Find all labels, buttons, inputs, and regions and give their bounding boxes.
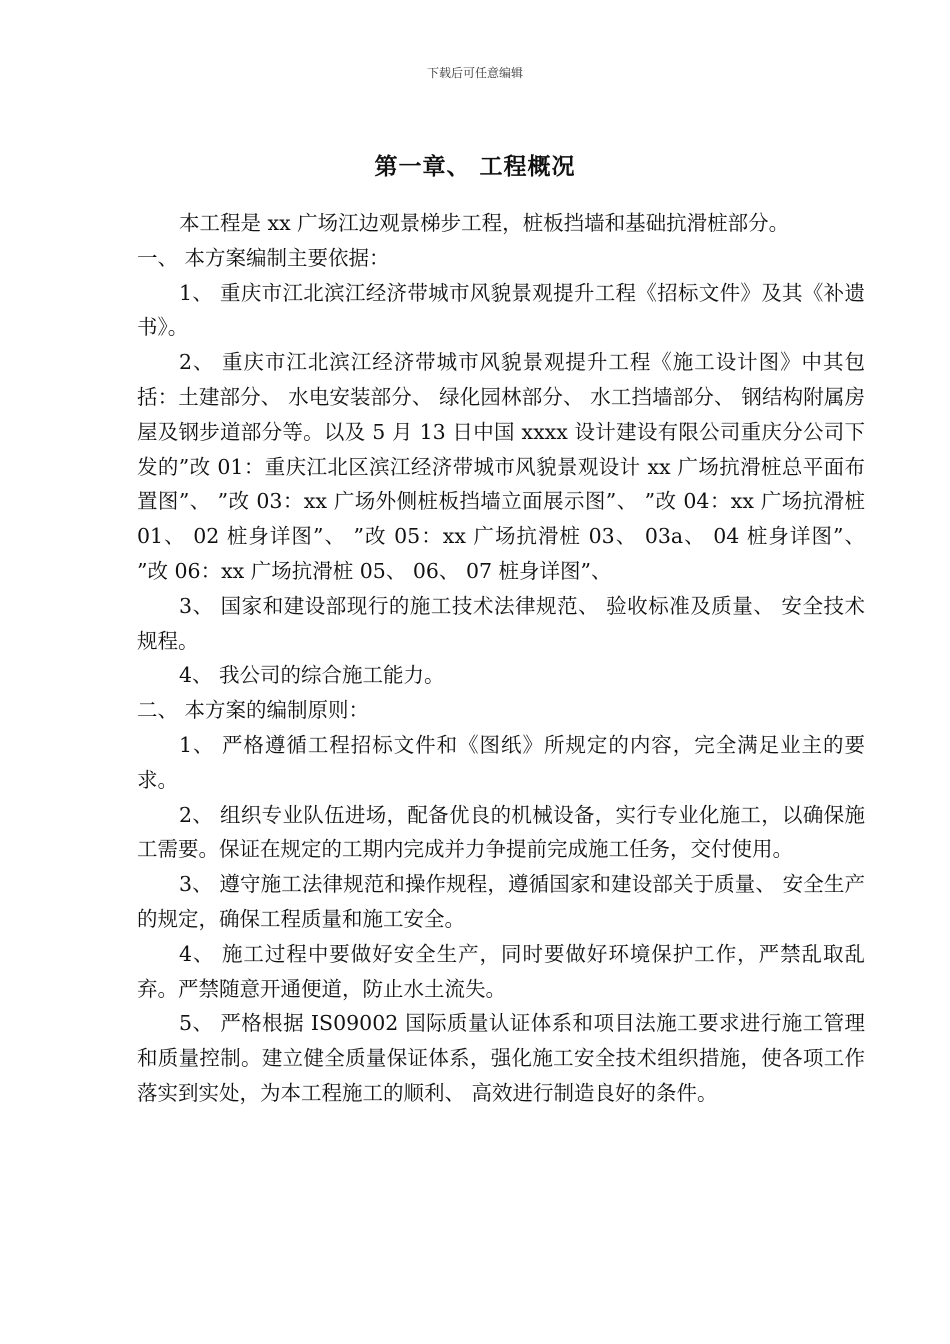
- section-1-item-1: 1、 重庆市江北滨江经济带城市风貌景观提升工程《招标文件》及其《补遗书》。: [137, 280, 865, 340]
- section-1-item-2: 2、 重庆市江北滨江经济带城市风貌景观提升工程《施工设计图》中其包括：土建部分、 水电安装部分、 绿化园林部分、 水工挡墙部分、 钢结构附属房屋及钢步道部分等。以及 5 月 13 日中国 xxxx 设计建设有限公司重庆分公司下发的”改 01：重庆江北区滨江经济带城市风貌景观设计 xx 广场抗滑桩总平面布置图”、 ”改 03：xx 广场外侧桩板挡墙立面展示图”、 ”改 04：xx 广场抗滑桩 01、 02 桩身详图”、 ”改 05：xx 广场抗滑桩 03、 03a、 04 桩身详图”、 ”改 06：xx 广场抗滑桩 05、 06、 07 桩身详图”、: [137, 350, 865, 583]
- section-2-item-1: 1、 严格遵循工程招标文件和《图纸》所规定的内容，完全满足业主的要求。: [137, 732, 865, 792]
- section-2-item-4: 4、 施工过程中要做好安全生产，同时要做好环境保护工作，严禁乱取乱弃。严禁随意开通便道，防止水土流失。: [137, 941, 865, 1001]
- section-1-item-3: 3、 国家和建设部现行的施工技术法律规范、 验收标准及质量、 安全技术规程。: [137, 593, 865, 653]
- section-2-item-5: 5、 严格根据 IS09002 国际质量认证体系和项目法施工要求进行施工管理和质量控制。建立健全质量保证体系，强化施工安全技术组织措施，使各项工作落实到实处，为本工程施工的顺利、 高效进行制造良好的条件。: [137, 1011, 865, 1105]
- page-header-note: 下载后可任意编辑: [426, 66, 523, 80]
- document-body: [137, 206, 865, 1111]
- section-2-heading: 二、 本方案的编制原则：: [137, 698, 370, 723]
- intro-paragraph: 本工程是 xx 广场江边观景梯步工程，桩板挡墙和基础抗滑桩部分。: [179, 211, 790, 235]
- section-2-item-2: 2、 组织专业队伍进场，配备优良的机械设备，实行专业化施工，以确保施工需要。保证在规定的工期内完成并力争提前完成施工任务，交付使用。: [137, 802, 865, 862]
- section-2-item-3: 3、 遵守施工法律规范和操作规程，遵循国家和建设部关于质量、 安全生产的规定，确保工程质量和施工安全。: [137, 872, 865, 931]
- section-1-heading: 一、 本方案编制主要依据：: [137, 245, 390, 270]
- section-1-item-4: 4、 我公司的综合施工能力。: [179, 663, 445, 688]
- chapter-title: 第一章、 工程概况: [374, 154, 576, 180]
